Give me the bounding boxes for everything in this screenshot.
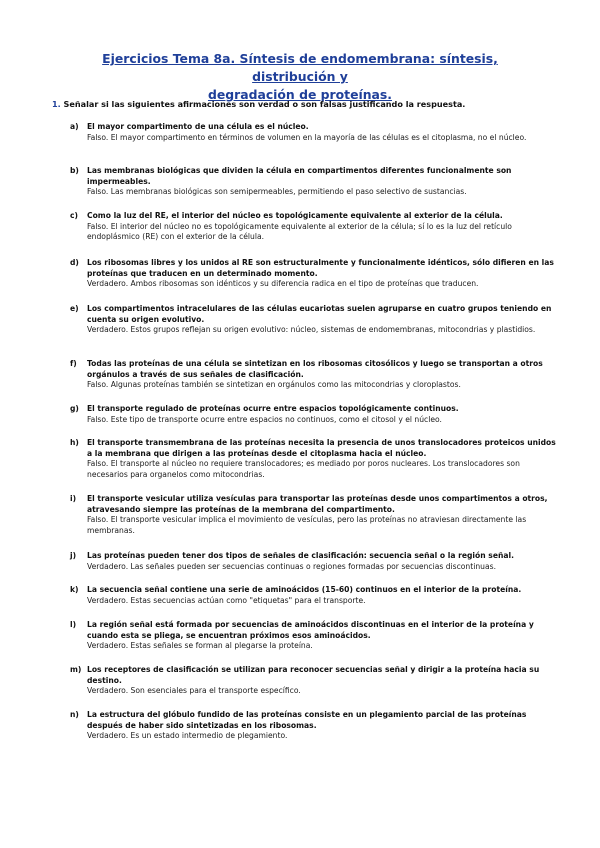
list-item: [70, 585, 560, 606]
item-body: [87, 494, 560, 536]
item-answer: Falso. El mayor compartimento en términos de volumen en la mayoría de las células es el citoplasma, no el núcleo.: [87, 132, 527, 142]
item-answer: Falso. El transporte vesicular implica el movimiento de vesículas, pero las proteínas no atraviesan directamente las membranas.: [87, 515, 527, 535]
item-answer: Verdadero. Estas señales se forman al plegarse la proteína.: [87, 641, 313, 651]
item-letter: h): [70, 438, 79, 447]
item-answer: Falso. Las membranas biológicas son semipermeables, permitiendo el paso selectivo de sustancias.: [87, 187, 467, 197]
item-statement: La secuencia señal contiene una serie de aminoácidos (15-60) continuos en el interior de la proteína.: [87, 585, 522, 594]
question-heading: [52, 99, 465, 109]
item-statement: Todas las proteínas de una célula se sintetizan en los ribosomas citosólicos y luego se transportan a otros orgánulos a través de sus señales de clasificación.: [87, 359, 543, 379]
item-body: [87, 404, 560, 425]
title-line-1: Ejercicios Tema 8a. Síntesis de endomembrana: síntesis, distribución y: [102, 51, 498, 84]
list-item: [70, 551, 560, 572]
item-body: [87, 258, 560, 290]
item-answer: Verdadero. Estas secuencias actúan como "etiquetas" para el transporte.: [87, 595, 366, 605]
item-body: [87, 710, 560, 742]
item-body: [87, 585, 560, 606]
item-statement: El transporte vesicular utiliza vesículas para transportar las proteínas desde unos compartimentos a otros, atravesando siempre las proteínas de la membrana del compartimento.: [87, 494, 548, 514]
item-letter: i): [70, 494, 77, 503]
item-statement: Los ribosomas libres y los unidos al RE son estructuralmente y funcionalmente idénticos, sólo difieren en las proteínas que traducen en un determinado momento.: [87, 258, 554, 278]
item-letter: g): [70, 404, 79, 413]
item-body: [87, 359, 560, 391]
list-item: [70, 258, 560, 290]
item-answer: Falso. El transporte al núcleo no requiere translocadores; es mediado por poros nucleares. Los translocadores son necesarios para organelos como mitocondrias.: [87, 459, 520, 479]
item-body: [87, 620, 560, 652]
item-statement: Los compartimentos intracelulares de las células eucariotas suelen agruparse en cuatro grupos teniendo en cuenta su origen evolutivo.: [87, 304, 552, 324]
list-item: [70, 166, 560, 198]
item-statement: Las proteínas pueden tener dos tipos de señales de clasificación: secuencia señal o la región señal.: [87, 551, 514, 560]
list-item: [70, 122, 560, 143]
item-body: [87, 166, 560, 198]
title-line-2: degradación de proteínas.: [207, 87, 392, 102]
item-answer: Verdadero. Es un estado intermedio de plegamiento.: [87, 731, 288, 741]
item-answer: Verdadero. Ambos ribosomas son idénticos y su diferencia radica en el tipo de proteínas que traducen.: [87, 279, 479, 289]
list-item: [70, 304, 560, 336]
item-statement: El mayor compartimento de una célula es el núcleo.: [87, 122, 309, 131]
list-item: [70, 665, 560, 697]
question-text: Señalar si las siguientes afirmaciones son verdad o son falsas justificando la respuesta.: [63, 99, 466, 109]
item-letter: b): [70, 166, 79, 175]
item-answer: Verdadero. Las señales pueden ser secuencias continuas o regiones formadas por secuencias discontinuas.: [87, 561, 496, 571]
item-body: [87, 551, 560, 572]
item-statement: Las membranas biológicas que dividen la célula en compartimentos diferentes funcionalmente son impermeables.: [87, 166, 512, 186]
item-letter: l): [70, 620, 77, 629]
list-item: [70, 404, 560, 425]
item-answer: Verdadero. Estos grupos reflejan su origen evolutivo: núcleo, sistemas de endomembranas, mitocondrias y plastidios.: [87, 325, 536, 335]
list-item: [70, 211, 560, 243]
question-number: 1.: [52, 99, 61, 109]
item-letter: k): [70, 585, 79, 594]
list-item: [70, 359, 560, 391]
item-letter: d): [70, 258, 79, 267]
item-answer: Falso. Algunas proteínas también se sintetizan en orgánulos como las mitocondrias y cloroplastos.: [87, 380, 461, 390]
item-body: [87, 438, 560, 480]
item-body: [87, 211, 560, 243]
item-body: [87, 122, 560, 143]
item-body: [87, 304, 560, 336]
item-letter: n): [70, 710, 79, 719]
item-letter: e): [70, 304, 79, 313]
item-statement: La estructura del glóbulo fundido de las proteínas consiste en un plegamiento parcial de las proteínas después de haber sido sintetizadas en los ribosomas.: [87, 710, 527, 730]
item-statement: El transporte transmembrana de las proteínas necesita la presencia de unos translocadores proteicos unidos a la membrana que dirigen a las proteínas desde el citoplasma hacia el núcleo.: [87, 438, 556, 458]
list-item: [70, 494, 560, 536]
item-statement: El transporte regulado de proteínas ocurre entre espacios topológicamente continuos.: [87, 404, 459, 413]
item-letter: c): [70, 211, 78, 220]
item-letter: f): [70, 359, 77, 368]
item-letter: a): [70, 122, 79, 131]
item-answer: Verdadero. Son esenciales para el transporte específico.: [87, 686, 301, 696]
item-answer: Falso. El interior del núcleo no es topológicamente equivalente al exterior de la célula; sí lo es la luz del retículo endoplásmico (RE) con el exterior de la célula.: [87, 221, 512, 242]
item-statement: Como la luz del RE, el interior del núcleo es topológicamente equivalente al exterior de la célula.: [87, 211, 503, 220]
list-item: [70, 710, 560, 742]
item-answer: Falso. Este tipo de transporte ocurre entre espacios no continuos, como el citosol y el núcleo.: [87, 414, 442, 424]
item-body: [87, 665, 560, 697]
item-statement: Los receptores de clasificación se utilizan para reconocer secuencias señal y dirigir a la proteína hacia su destino.: [87, 665, 540, 685]
page-title: [60, 50, 540, 104]
list-item: [70, 438, 560, 480]
list-item: [70, 620, 560, 652]
item-letter: j): [70, 551, 77, 560]
item-statement: La región señal está formada por secuencias de aminoácidos discontinuas en el interior de la proteína y cuando esta se pliega, se encuentran próximos esos aminoácidos.: [87, 620, 534, 640]
item-letter: m): [70, 665, 82, 674]
